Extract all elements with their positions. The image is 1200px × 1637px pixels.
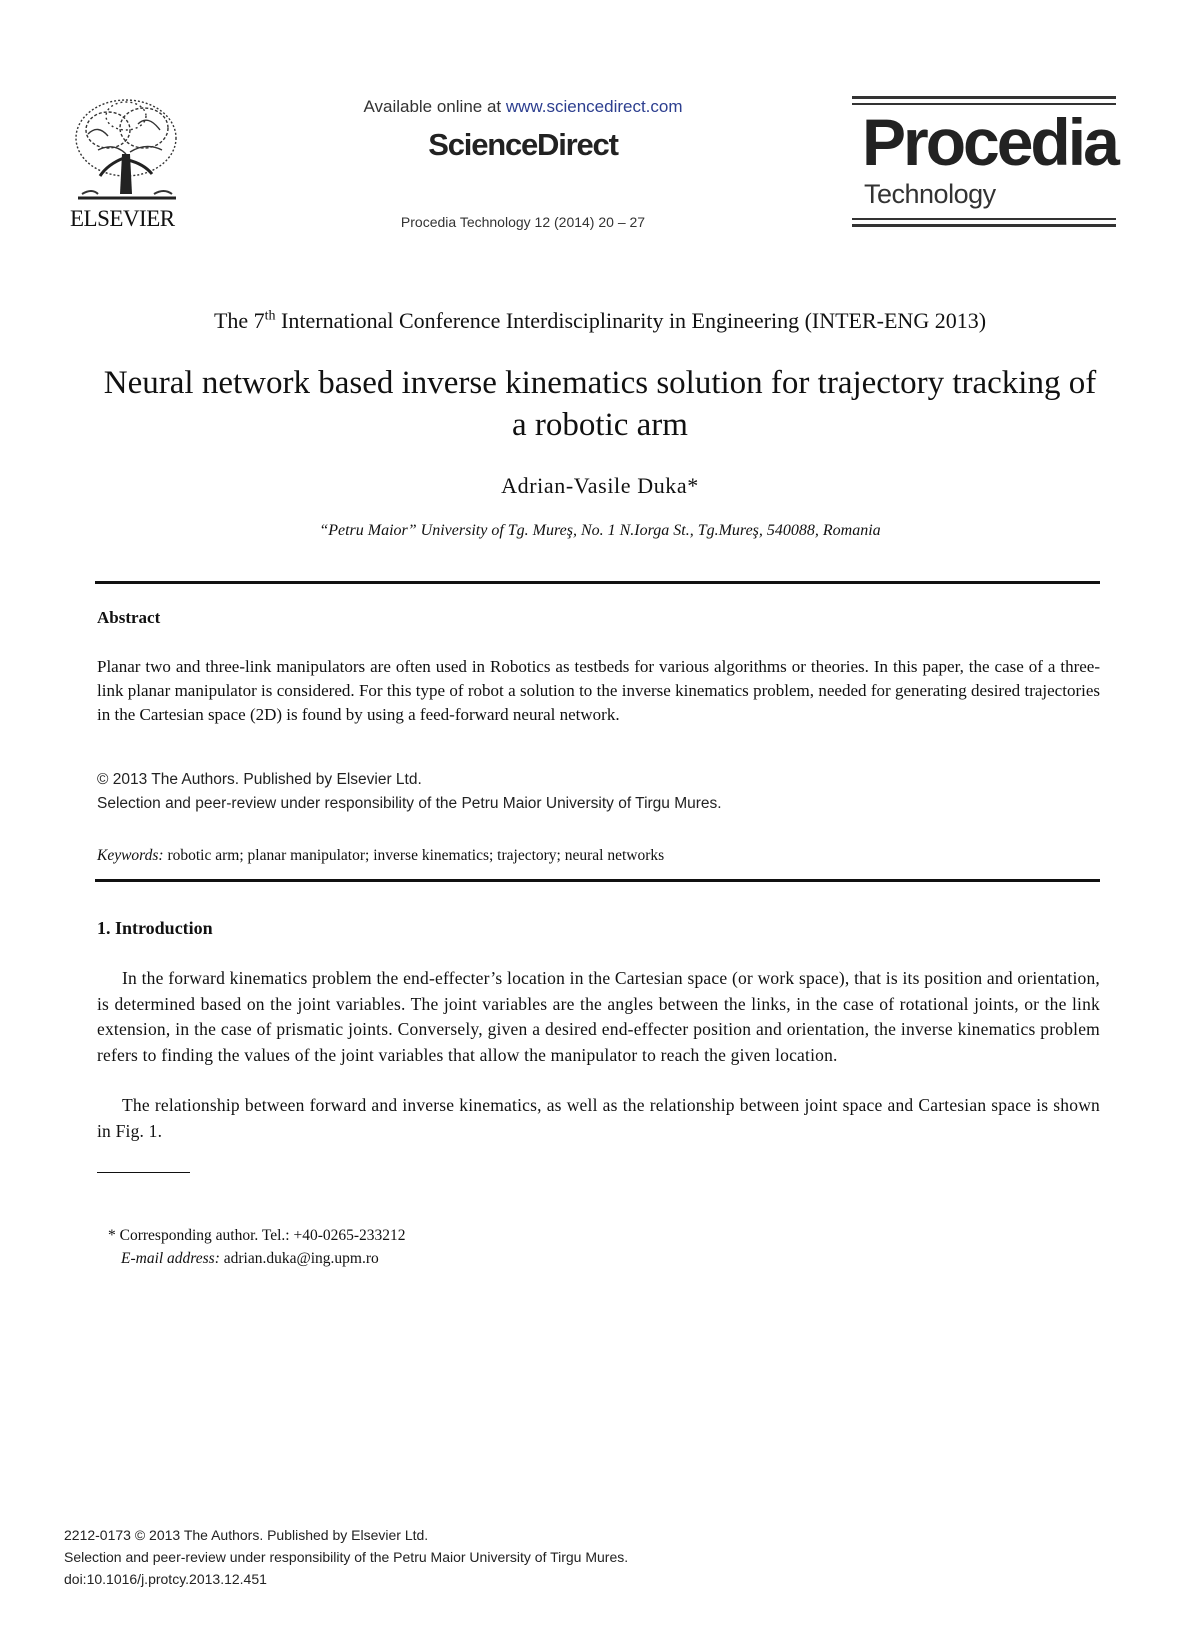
footnote-rule	[97, 1172, 190, 1173]
publisher-name: ELSEVIER	[70, 206, 175, 231]
sciencedirect-logo: ScienceDirect	[428, 127, 618, 162]
keywords-list: robotic arm; planar manipulator; inverse kinematics; trajectory; neural networks	[163, 847, 665, 864]
conference-ordinal: th	[264, 308, 276, 324]
abstract-heading: Abstract	[97, 608, 161, 627]
journal-logo-rule-top	[852, 96, 1116, 99]
journal-logo	[852, 96, 1116, 230]
journal-subject: Technology	[864, 179, 996, 209]
keywords-label: Keywords:	[97, 847, 164, 864]
footer-review-line: Selection and peer-review under responsibility of the Petru Maior University of Tirgu Mures.	[64, 1549, 629, 1565]
copyright-block	[97, 768, 722, 816]
email-address[interactable]: adrian.duka@ing.upm.ro	[219, 1250, 379, 1267]
journal-logo-rule-bottom	[852, 224, 1116, 227]
issn-line: 2212-0173 © 2013 The Authors. Published by Elsevier Ltd.	[64, 1527, 429, 1543]
email-label: E-mail address:	[121, 1250, 220, 1267]
email-line	[108, 1247, 406, 1270]
footnote	[108, 1224, 406, 1270]
page-footer	[64, 1524, 628, 1590]
divider-bottom	[95, 879, 1100, 882]
conference-suffix: International Conference Interdisciplinarity in Engineering (INTER-ENG 2013)	[275, 308, 987, 333]
paper-title: Neural network based inverse kinematics solution for trajectory tracking of a robotic arm	[103, 365, 1097, 443]
copyright-line: © 2013 The Authors. Published by Elsevier Ltd.	[97, 771, 422, 788]
divider-top	[95, 581, 1100, 584]
author-affiliation: “Petru Maior” University of Tg. Mureş, No. 1 N.Iorga St., Tg.Mureş, 540088, Romania	[319, 522, 881, 539]
conference-prefix: The 7	[213, 308, 265, 333]
section-heading: 1. Introduction	[97, 918, 213, 938]
keywords	[97, 847, 664, 865]
peer-review-line: Selection and peer-review under responsibility of the Petru Maior University of Tirgu Mures.	[97, 795, 722, 812]
sciencedirect-link[interactable]: www.sciencedirect.com	[505, 97, 683, 116]
abstract-text: Planar two and three-link manipulators are often used in Robotics as testbeds for various algorithms or theories. In this paper, the case of a three-link planar manipulator is considered. For this type of robot a solution to the inverse kinematics problem, needed for generating desired trajectories in the Cartesian space (2D) is found by using a feed-forward neural network.	[97, 657, 1100, 724]
author-name: Adrian-Vasile Duka*	[501, 473, 699, 498]
journal-citation: Procedia Technology 12 (2014) 20 – 27	[400, 214, 646, 230]
paragraph: In the forward kinematics problem the end-effecter’s location in the Cartesian space (or work space), that is its position and orientation, is determined based on the joint variables. The joint variables are the angles between the links, in the case of rotational joints, or the link extension, in the case of prismatic joints. Conversely, given a desired end-effecter position and orientation, the inverse kinematics problem refers to finding the values of the joint variables that allow the manipulator to reach the given location.	[97, 968, 1100, 1065]
paragraph: The relationship between forward and inverse kinematics, as well as the relationship between joint space and Cartesian space is shown in Fig. 1.	[97, 1095, 1100, 1141]
available-text: Available online at	[363, 97, 506, 116]
corresponding-author: * Corresponding author. Tel.: +40-0265-233212	[108, 1227, 406, 1244]
doi-link[interactable]: doi:10.1016/j.protcy.2013.12.451	[64, 1571, 267, 1587]
journal-name: Procedia	[862, 105, 1117, 179]
conference-name	[0, 308, 1200, 334]
journal-logo-rule-bottom-thin	[852, 218, 1116, 220]
